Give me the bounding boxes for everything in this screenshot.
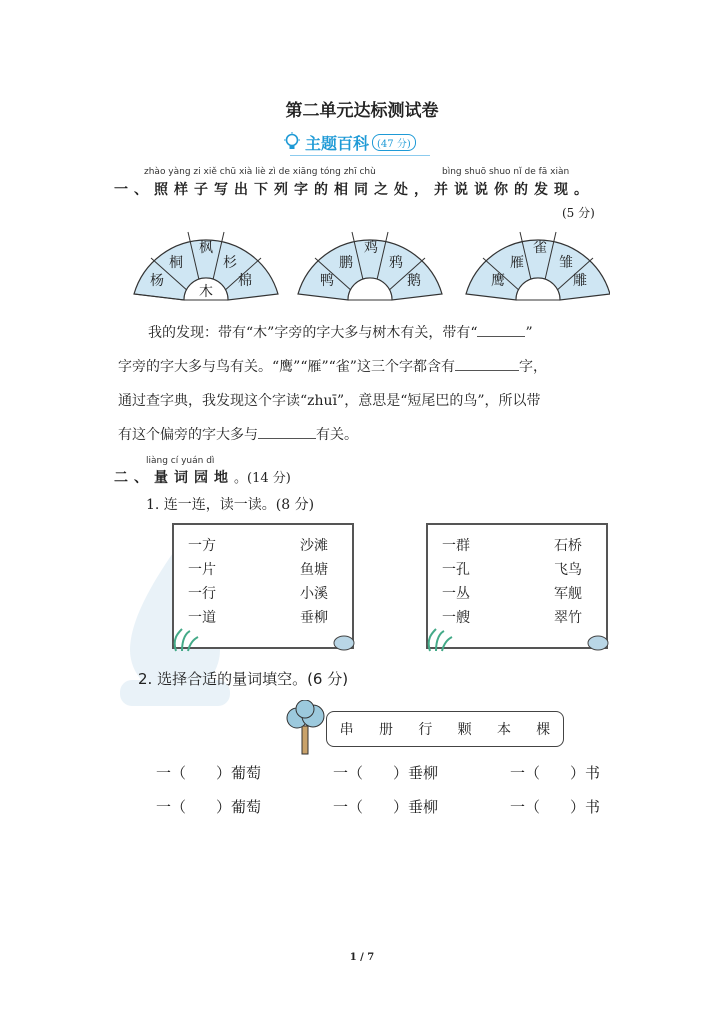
fill-item[interactable]: 一（ ）垂柳 bbox=[333, 764, 439, 782]
fan1-center: 木 bbox=[199, 284, 213, 300]
match-item[interactable]: 一行 bbox=[188, 586, 216, 602]
match-item[interactable]: 垂柳 bbox=[300, 610, 328, 626]
measure-word: 本 bbox=[496, 722, 511, 738]
match-item[interactable]: 沙滩 bbox=[300, 538, 328, 554]
q1-heading: 一、照样子写出下列字的相同之处，并说说你的发现。 bbox=[114, 182, 594, 198]
subject-points: (47 分) bbox=[372, 134, 416, 151]
rock-decoration-icon bbox=[586, 633, 610, 651]
fill-item[interactable]: 一（ ）葡萄 bbox=[156, 798, 262, 816]
fill-item[interactable]: 一（ ）垂柳 bbox=[333, 798, 439, 816]
q1-line1: 我的发现：带有“木”字旁的字大多与树木有关，带有“ ” bbox=[148, 325, 533, 341]
answer-blank[interactable] bbox=[455, 370, 519, 371]
fill-item[interactable]: 一（ ）葡萄 bbox=[156, 764, 262, 782]
match-item[interactable]: 一群 bbox=[442, 538, 470, 554]
q1-line4: 有这个偏旁的字大多与 有关。 bbox=[118, 427, 358, 443]
fan2-char: 鸭 bbox=[320, 273, 334, 289]
fan3-char: 雀 bbox=[533, 240, 547, 256]
measure-word: 册 bbox=[378, 722, 393, 738]
match-item[interactable]: 一丛 bbox=[442, 586, 470, 602]
matching-box-left bbox=[172, 523, 354, 649]
matching-box-right bbox=[426, 523, 608, 649]
fan2-char: 鹏 bbox=[339, 255, 353, 271]
q2-pinyin: liàng cí yuán dì bbox=[146, 456, 215, 466]
rock-decoration-icon bbox=[332, 633, 356, 651]
fan3-char: 雏 bbox=[559, 255, 573, 271]
q1-score: (5 分) bbox=[562, 206, 595, 220]
fan3-char: 雁 bbox=[510, 255, 524, 271]
plant-decoration-icon bbox=[422, 625, 462, 653]
page-number: 1 / 7 bbox=[349, 952, 375, 963]
fan1-char: 棉 bbox=[238, 273, 252, 289]
fill-item[interactable]: 一（ ）书 bbox=[510, 764, 601, 782]
fan1-char: 桐 bbox=[169, 255, 183, 271]
page-title: 第二单元达标测试卷 bbox=[285, 101, 439, 121]
fan2-char: 鸡 bbox=[364, 240, 378, 256]
q2-heading: 二、量词园地。(14 分) bbox=[114, 470, 291, 486]
lightbulb-icon bbox=[283, 132, 301, 152]
match-item[interactable]: 一艘 bbox=[442, 610, 470, 626]
measure-word: 颗 bbox=[457, 722, 472, 738]
q2-sub2: 2. 选择合适的量词填空。(6 分) bbox=[138, 670, 349, 688]
fan2-char: 鹅 bbox=[407, 273, 421, 289]
match-item[interactable]: 一道 bbox=[188, 610, 216, 626]
fans-figure bbox=[120, 220, 610, 310]
measure-word-bar bbox=[326, 711, 564, 747]
match-item[interactable]: 小溪 bbox=[300, 586, 328, 602]
match-item[interactable]: 翠竹 bbox=[554, 610, 582, 626]
answer-blank[interactable] bbox=[477, 336, 525, 337]
fan1-char: 杉 bbox=[223, 255, 237, 271]
fan2-char: 鸦 bbox=[389, 255, 403, 271]
match-item[interactable]: 石桥 bbox=[554, 538, 582, 554]
match-item[interactable]: 飞鸟 bbox=[554, 562, 582, 578]
answer-blank[interactable] bbox=[258, 438, 316, 439]
measure-word: 棵 bbox=[536, 722, 551, 738]
fan3-char: 雕 bbox=[573, 273, 587, 289]
match-item[interactable]: 一方 bbox=[188, 538, 216, 554]
match-item[interactable]: 一片 bbox=[188, 562, 216, 578]
fan3-char: 鹰 bbox=[491, 273, 505, 289]
q1-pinyin-a: zhào yàng zi xiě chū xià liè zì de xiāng tóng zhī chù bbox=[144, 167, 376, 177]
fill-item[interactable]: 一（ ）书 bbox=[510, 798, 601, 816]
match-item[interactable]: 鱼塘 bbox=[300, 562, 328, 578]
fan1-char: 杨 bbox=[150, 273, 164, 289]
match-item[interactable]: 一孔 bbox=[442, 562, 470, 578]
tree-icon bbox=[283, 700, 327, 756]
q2-sub1: 1. 连一连，读一读。(8 分) bbox=[146, 497, 315, 513]
q1-pinyin-b: bìng shuō shuo nǐ de fā xiàn bbox=[442, 167, 570, 177]
fan1-char: 枫 bbox=[199, 240, 213, 256]
q1-line2: 字旁的字大多与鸟有关。“鹰”“雁”“雀”这三个字都含有 字， bbox=[118, 359, 547, 375]
q1-line3: 通过查字典，我发现这个字读“zhuī”，意思是“短尾巴的鸟”，所以带 bbox=[118, 393, 541, 409]
measure-word: 行 bbox=[418, 722, 433, 738]
match-item[interactable]: 军舰 bbox=[554, 586, 582, 602]
plant-decoration-icon bbox=[168, 625, 208, 653]
subject-label: 主题百科 bbox=[305, 133, 370, 153]
subject-banner bbox=[283, 130, 416, 154]
measure-word: 串 bbox=[339, 722, 354, 738]
subject-underline bbox=[290, 155, 430, 156]
